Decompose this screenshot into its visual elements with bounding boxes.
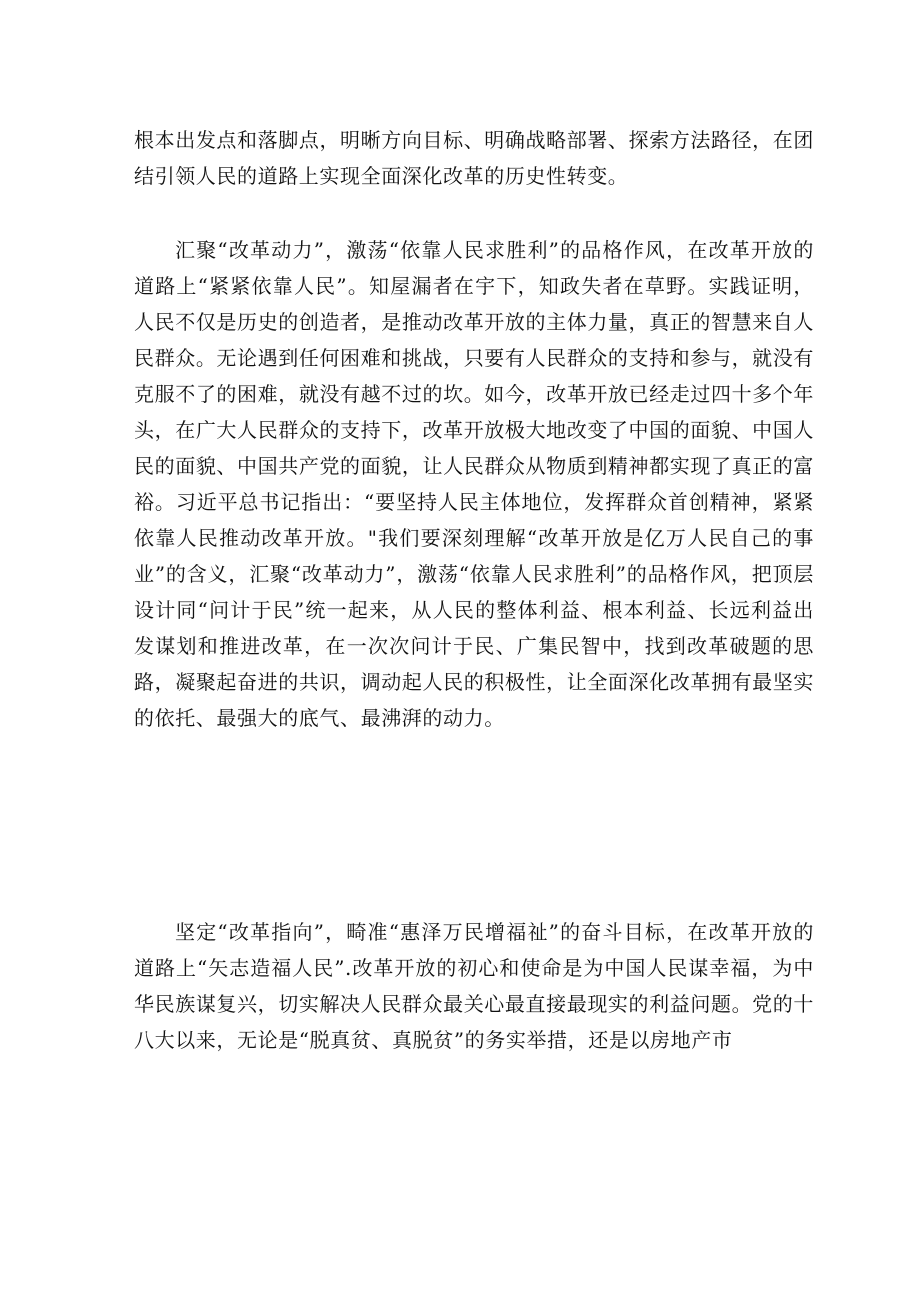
paragraph-text: 汇聚“改革动力”，激荡“依靠人民求胜利”的品格作风，在改革开放的道路上“紧紧依靠人民”。知屋漏者在宇下，知政失者在草野。实践证明，人民不仅是历史的创造者，是推动改革开放的主体力量，真正的智慧来自人民群众。无论遇到任何困难和挑战，只要有人民群众的支持和参与，就没有克服不了的困难，就没有越不过的坎。如今，改革开放已经走过四十多个年头，在广大人民群众的支持下，改革开放极大地改变了中国的面貌、中国人民的面貌、中国共产党的面貌，让人民群众从物质到精神都实现了真正的富裕。习近平总书记指出：“要坚持人民主体地位，发挥群众首创精神，紧紧依靠人民推动改革开放。"我们要深刻理解“改革开放是亿万人民自己的事业”的含义，汇聚“改革动力”，激荡“依靠人民求胜利”的品格作风，把顶层设计同“问计于民”统一起来，从人民的整体利益、根本利益、长远利益出发谋划和推进改革，在一次次问计于民、广集民智中，找到改革破题的思路，凝聚起奋进的共识，调动起人民的积极性，让全面深化改革拥有最坚实的依托、最强大的底气、最沸湃的动力。	[134, 238, 814, 730]
paragraph-1	[134, 122, 814, 194]
paragraph-3	[134, 914, 814, 1094]
paragraph-2	[134, 232, 814, 808]
paragraph-text: 坚定“改革指向”，畸准“惠泽万民增福祉”的奋斗目标，在改革开放的道路上“矢志造福人民”.改革开放的初心和使命是为中国人民谋幸福，为中华民族谋复兴，切实解决人民群众最关心最直接最现实的利益问题。党的十八大以来，无论是“脱真贫、真脱贫”的务实举措，还是以房地产市	[134, 920, 814, 1052]
paragraph-text: 根本出发点和落脚点，明晰方向目标、明确战略部署、探索方法路径，在团结引领人民的道路上实现全面深化改革的历史性转变。	[134, 128, 814, 188]
